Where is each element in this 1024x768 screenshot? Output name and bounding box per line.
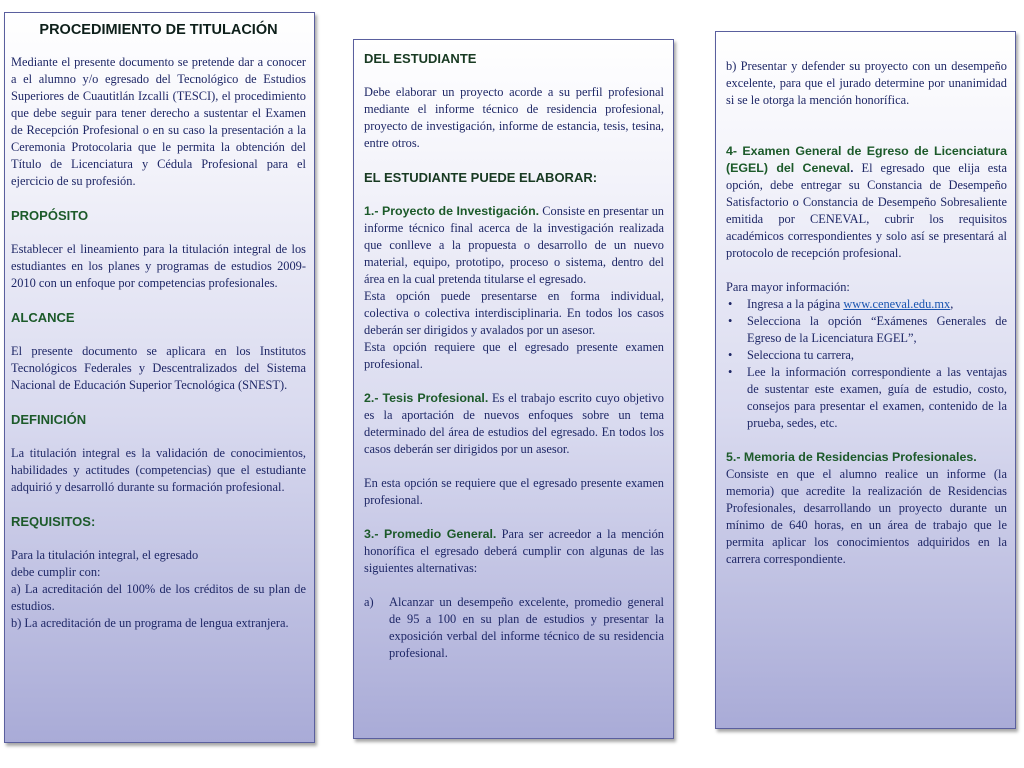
option-1-text-2: Esta opción puede presentarse en forma individual, colectiva o colectiva interdisciplinaria. En todos los casos deberán ser dirigidos y avalados por un asesor. [364, 289, 664, 337]
alternatives-list [364, 594, 664, 662]
more-info-list [726, 296, 1007, 432]
option-5-title: 5.- Memoria de Residencias Profesionales. [726, 450, 977, 464]
more-info-label: Para mayor información: [726, 280, 850, 294]
option-2 [364, 390, 664, 458]
list-item [726, 364, 1007, 432]
option-4-dot: . [850, 161, 854, 175]
option-1-title: 1.- Proyecto de Investigación. [364, 204, 540, 218]
list-item [726, 296, 1007, 313]
list-item [726, 347, 1007, 364]
requirements-heading: REQUISITOS: [11, 514, 96, 529]
bullet-2-text: Selecciona la opción “Exámenes Generales de Egreso de la Licenciatura EGEL”, [747, 314, 1007, 345]
requirements-line-2: debe cumplir con: [11, 565, 101, 579]
option-5-text: Consiste en que el alumno realice un informe (la memoria) que acredite la realización de Residencias Profesionales, desarrollando un proyecto durante un mínimo de 640 horas, en un área de trabajo que le permita aplicar los conocimientos adquiridos en la carrera correspondiente. [726, 467, 1007, 566]
panel-right [715, 31, 1016, 729]
option-3 [364, 526, 664, 577]
alternative-b-text: b) Presentar y defender su proyecto con un desempeño excelente, para que el jurado determine por unanimidad si se le otorga la mención honorífica. [726, 59, 1007, 107]
option-3-text: Para ser acreedor a la mención honorífica el egresado deberá cumplir con algunas de las siguientes alternativas: [364, 527, 664, 575]
option-3-title: 3.- Promedio General. [364, 527, 497, 541]
panel-middle [353, 39, 674, 739]
alternative-a-marker: a) [364, 595, 374, 609]
ceneval-link[interactable]: www.ceneval.edu.mx [843, 297, 951, 311]
requirements-line-1: Para la titulación integral, el egresado [11, 548, 199, 562]
option-2-title: 2.- Tesis Profesional. [364, 391, 489, 405]
alternative-a-text: Alcanzar un desempeño excelente, promedio general de 95 a 100 en su plan de estudios y presentar la exposición verbal del informe técnico de su residencia profesional. [389, 595, 664, 660]
panel-left [4, 12, 315, 743]
bullet-1-suffix: , [950, 297, 954, 311]
document-title: PROCEDIMIENTO DE TITULACIÓN [39, 22, 278, 38]
bullet-4-text: Lee la información correspondiente a las ventajas de sustentar este examen, guía de estudio, costo, consejos para presentar el examen, contenido de la prueba, sedes, etc. [747, 365, 1007, 430]
list-item [726, 313, 1007, 347]
bullet-3-text: Selecciona tu carrera, [747, 348, 854, 362]
definition-text: La titulación integral es la validación de conocimientos, habilidades y actitudes (competencias) que el estudiante adquirió y desarrolló durante su formación profesional. [11, 446, 306, 494]
purpose-heading: PROPÓSITO [11, 208, 89, 223]
bullet-icon: • [728, 314, 733, 328]
definition-heading: DEFINICIÓN [11, 412, 87, 427]
option-4 [726, 143, 1007, 262]
requirement-b: b) La acreditación de un programa de lengua extranjera. [11, 616, 289, 630]
student-can-heading: EL ESTUDIANTE PUEDE ELABORAR: [364, 170, 598, 185]
option-1 [364, 203, 664, 288]
bullet-icon: • [728, 365, 733, 379]
bullet-1-text: Ingresa a la página [747, 297, 844, 311]
option-4-title: 4- Examen General de Egreso de Licenciatura (EGEL) del Ceneval [726, 144, 1007, 175]
student-text: Debe elaborar un proyecto acorde a su perfil profesional mediante el informe técnico de residencia profesional, proyecto de investigación, informe de estancia, tesis, tesina, entre otros. [364, 85, 664, 150]
option-2-text-2: En esta opción se requiere que el egresado presente examen profesional. [364, 476, 664, 507]
option-1-text: Consiste en presentar un informe técnico final acerca de la investigación realizada que conlleve a la propuesta o desarrollo de un nuevo material, equipo, prototipo, proceso o sistema, dentro del área en la cual pretenda titularse el egresado. [364, 204, 664, 286]
option-1-text-3: Esta opción requiere que el egresado presente examen profesional. [364, 340, 664, 371]
option-2-text: Es el trabajo escrito cuyo objetivo es la aportación de nuevos enfoques sobre un tema determinado del área de estudios del egresado. En todos los casos deberán ser dirigidos por un asesor. [364, 391, 664, 456]
scope-heading: ALCANCE [11, 310, 75, 325]
bullet-icon: • [728, 348, 733, 362]
student-heading: DEL ESTUDIANTE [364, 51, 477, 66]
requirement-a: a) La acreditación del 100% de los créditos de su plan de estudios. [11, 582, 306, 613]
list-item [364, 594, 664, 662]
bullet-icon: • [728, 297, 733, 311]
option-4-text: El egresado que elija esta opción, debe entregar su Constancia de Desempeño Satisfactorio o Constancia de Desempeño Sobresaliente emitida por CENEVAL, cubrir los requisitos académicos correspondientes y solo así se presentará al protocolo de recepción profesional. [726, 161, 1007, 260]
purpose-text: Establecer el lineamiento para la titulación integral de los estudiantes en los planes y programas de estudios 2009-2010 con un enfoque por competencias profesionales. [11, 242, 306, 290]
scope-text: El presente documento se aplicara en los Institutos Tecnológicos Federales y Descentralizados del Sistema Nacional de Educación Superior Tecnológica (SNEST). [11, 344, 306, 392]
intro-text: Mediante el presente documento se pretende dar a conocer a el alumno y/o egresado del Tecnológico de Estudios Superiores de Cuautitlán Izcalli (TESCI), el procedimiento que debe seguir para tener derecho a sustentar el Examen de Recepción Profesional o en su caso la presentación a la Ceremonia Protocolaria que le permita la obtención del Título de Licenciatura y Cédula Profesional para el ejercicio de su profesión. [11, 55, 306, 188]
